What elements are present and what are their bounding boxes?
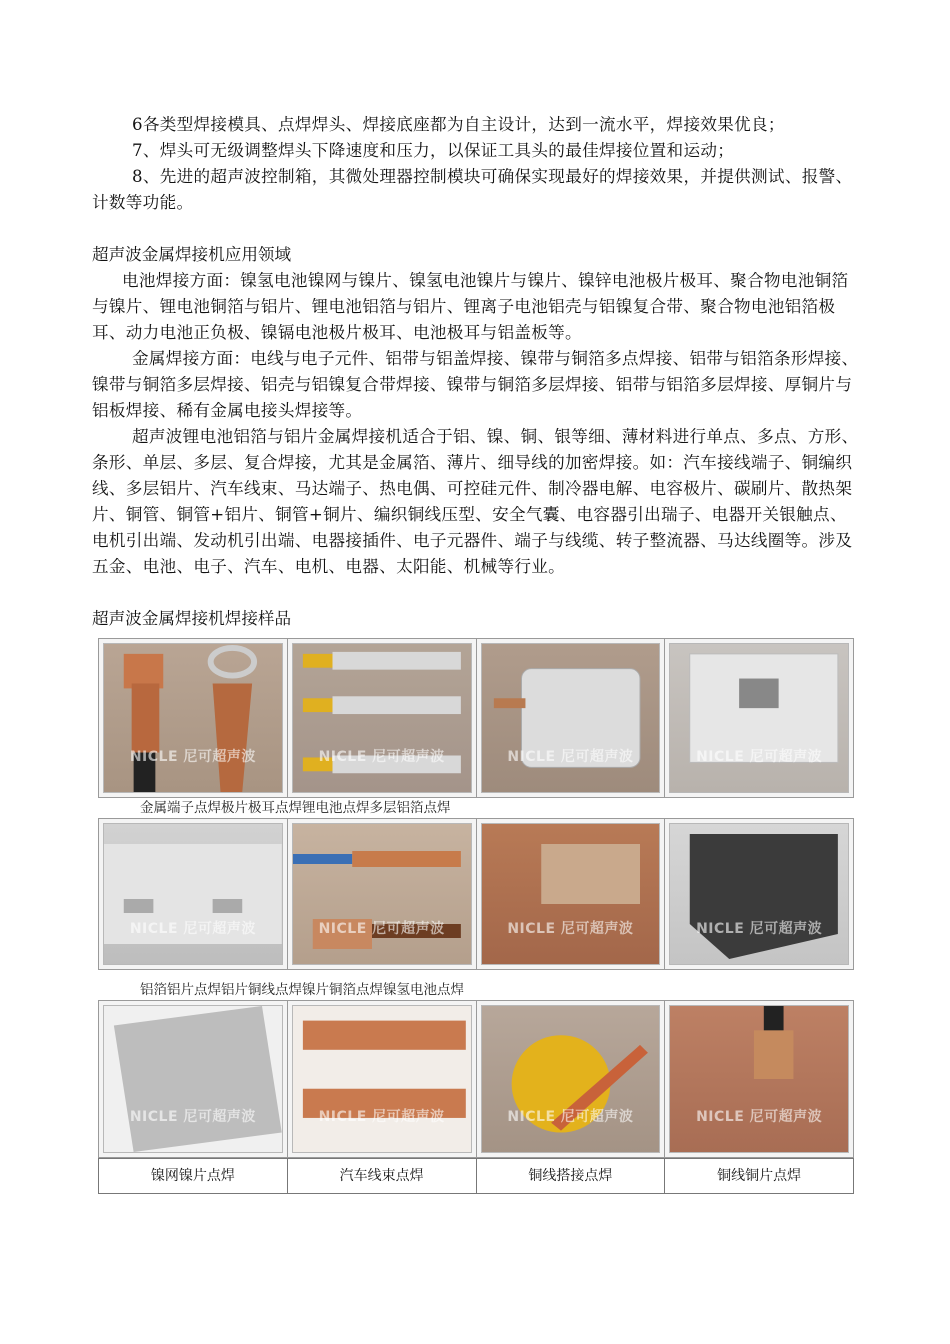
feature-item-7: 7、焊头可无级调整焊头下降速度和压力，以保证工具头的最佳焊接位置和运动； (132, 141, 735, 160)
document-body (92, 112, 862, 632)
general-applications-paragraph: 超声波锂电池铝箔与铝片金属焊接机适合于铝、镍、铜、银等细、薄材料进行单点、多点、方形、条形、单层、多层、复合焊接，尤其是金属箔、薄片、细导线的加密焊接。如：汽车接线端子、铜编织线、多层铝片、汽车线束、马达端子、热电偶、可控硅元件、制冷器电解、电容极片、碳刷片、散热架片、铜管、铜管+铝片、铜管+铜片、编织铜线压型、安全气囊、电容器引出瑞子、电器开关银触点、电机引出端、发动机引出端、电器接插件、电子元器件、端子与线缆、转子整流器、马达线圈等。涉及五金、电池、电子、汽车、电机、电器、太阳能、机械等行业。 (92, 427, 859, 576)
sample-photo-copper-wire (292, 823, 472, 965)
sample-photo-lithium-battery (481, 643, 661, 793)
sample-photo-wire-harness (292, 1005, 472, 1153)
row-2-caption: 铝箔铝片点焊铝片铜线点焊镍片铜箔点焊镍氢电池点焊 (140, 982, 464, 998)
sample-photo-tab (292, 643, 472, 793)
caption-wire-harness: 汽车线束点焊 (288, 1159, 477, 1193)
watermark-text: NICLE 尼可超声波 (318, 749, 445, 765)
sample-photo-nimh-battery (669, 823, 849, 965)
caption-nickel-mesh: 镍网镍片点焊 (99, 1159, 288, 1193)
battery-welding-paragraph: 电池焊接方面：镍氢电池镍网与镍片、镍氢电池镍片与镍片、镍锌电池极片极耳、聚合物电池铜箔与镍片、锂电池铜箔与铝片、锂电池铝箔与铝片、锂离子电池铝壳与铝镍复合带、聚合物电池铝箔极耳、动力电池正负极、镍镉电池极片极耳、电池极耳与铝盖板等。 (92, 271, 849, 342)
sample-photo-row-3 (98, 1000, 854, 1194)
row-1-caption: 金属端子点焊极片极耳点焊锂电池点焊多层铝箔点焊 (140, 800, 451, 816)
watermark-text: NICLE 尼可超声波 (696, 921, 823, 937)
watermark-text: NICLE 尼可超声波 (129, 749, 256, 765)
watermark-text: NICLE 尼可超声波 (507, 921, 634, 937)
row-3-caption-table (98, 1158, 854, 1194)
metal-welding-paragraph: 金属焊接方面：电线与电子元件、铝带与铝盖焊接、镍带与铜箔多点焊接、铝带与铝箔条形焊接、镍带与铜箔多层焊接、铝壳与铝镍复合带焊接、镍带与铜箔多层焊接、铝带与铝箔多层焊接、厚铜片与铝板焊接、稀有金属电接头焊接等。 (92, 349, 859, 420)
feature-item-8: 8、先进的超声波控制箱，其微处理器控制模块可确保实现最好的焊接效果，并提供测试、报警、计数等功能。 (92, 167, 853, 212)
watermark-text: NICLE 尼可超声波 (318, 921, 445, 937)
section-title-samples: 超声波金属焊接机焊接样品 (92, 609, 292, 628)
watermark-text: NICLE 尼可超声波 (696, 749, 823, 765)
sample-photo-row-2 (98, 818, 854, 970)
watermark-text: NICLE 尼可超声波 (129, 921, 256, 937)
sample-photo-copper-lap (481, 1005, 661, 1153)
section-title-applications: 超声波金属焊接机应用领域 (92, 245, 292, 264)
sample-photo-copper-sheet (669, 1005, 849, 1153)
sample-photo-nickel-copper (481, 823, 661, 965)
feature-item-6: 6各类型焊接模具、点焊焊头、焊接底座都为自主设计，达到一流水平，焊接效果优良； (132, 115, 785, 134)
sample-photo-multilayer-foil (669, 643, 849, 793)
watermark-text: NICLE 尼可超声波 (696, 1109, 823, 1125)
caption-copper-lap: 铜线搭接点焊 (477, 1159, 666, 1193)
watermark-text: NICLE 尼可超声波 (507, 749, 634, 765)
sample-photo-metal-terminal (103, 643, 283, 793)
watermark-text: NICLE 尼可超声波 (507, 1109, 634, 1125)
sample-photo-aluminum-foil (103, 823, 283, 965)
watermark-text: NICLE 尼可超声波 (129, 1109, 256, 1125)
sample-photo-nickel-mesh (103, 1005, 283, 1153)
sample-photo-row-1 (98, 638, 854, 798)
caption-copper-sheet: 铜线铜片点焊 (717, 1168, 802, 1184)
watermark-text: NICLE 尼可超声波 (318, 1109, 445, 1125)
